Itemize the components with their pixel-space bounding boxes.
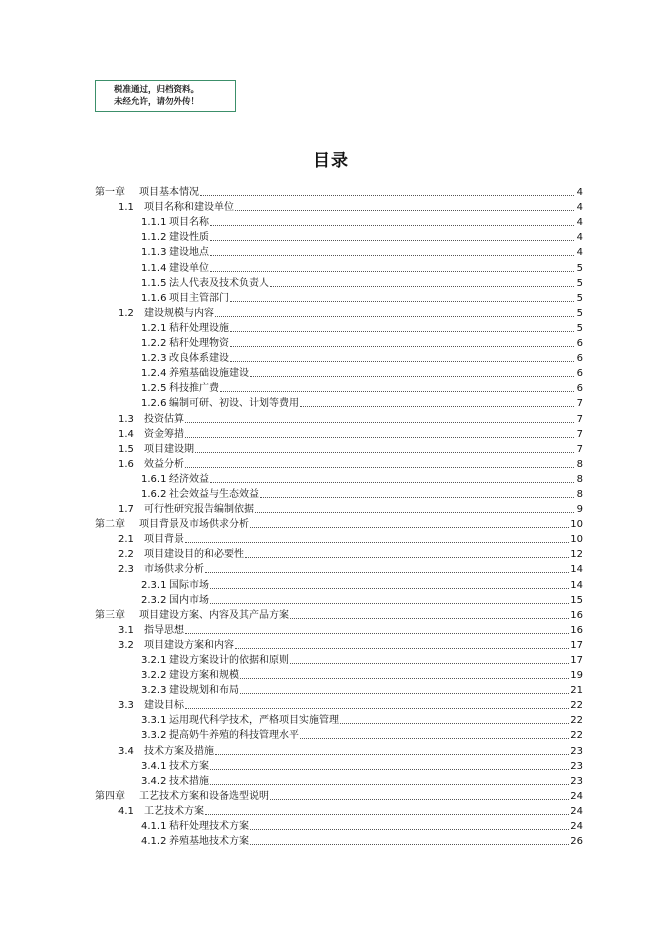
toc-dot-leader	[210, 270, 574, 272]
toc-entry-number: 3.2.3	[141, 685, 167, 697]
toc-dot-leader	[210, 602, 569, 604]
toc-dot-leader	[230, 300, 574, 302]
toc-dot-leader	[240, 692, 569, 694]
toc-entry[interactable]	[95, 229, 583, 244]
toc-entry-page: 8	[576, 473, 583, 485]
toc-entry-number: 3.3.2	[141, 730, 167, 742]
toc-entry[interactable]	[95, 350, 583, 365]
toc-entry-label: 秸秆处理设施	[169, 322, 229, 334]
toc-entry-label: 项目建设目的和必要性	[144, 549, 244, 561]
toc-entry[interactable]	[95, 788, 583, 803]
toc-entry-number: 1.4	[118, 428, 134, 440]
toc-entry[interactable]	[95, 697, 583, 712]
notice-line-1: 税准通过，归档资料。	[114, 85, 200, 95]
toc-entry-number: 2.3.2	[141, 594, 167, 606]
toc-entry[interactable]	[95, 818, 583, 833]
toc-entry-number: 第一章	[95, 187, 125, 199]
toc-entry-number: 3.2.2	[141, 670, 167, 682]
toc-entry-label: 建设性质	[169, 232, 209, 244]
toc-entry[interactable]	[95, 622, 583, 637]
toc-entry-page: 15	[570, 594, 583, 606]
toc-entry[interactable]	[95, 305, 583, 320]
toc-entry-number: 1.1.4	[141, 262, 167, 274]
toc-entry-number: 1.5	[118, 443, 134, 455]
toc-entry-label: 指导思想	[144, 624, 184, 636]
toc-entry-label: 社会效益与生态效益	[169, 488, 259, 500]
toc-dot-leader	[245, 556, 569, 558]
toc-entry[interactable]	[95, 652, 583, 667]
toc-entry-number: 3.3.1	[141, 715, 167, 727]
toc-entry-label: 建设规模与内容	[144, 307, 214, 319]
toc-entry-page: 4	[576, 187, 583, 199]
toc-entry-number: 2.2	[118, 549, 134, 561]
toc-entry-page: 22	[570, 715, 583, 727]
toc-entry-page: 6	[576, 353, 583, 365]
toc-dot-leader	[210, 239, 574, 241]
toc-dot-leader	[210, 783, 569, 785]
toc-entry-page: 24	[570, 821, 583, 833]
toc-entry[interactable]	[95, 486, 583, 501]
toc-entry-number: 1.2.6	[141, 398, 167, 410]
toc-entry-number: 2.3	[118, 564, 134, 576]
toc-dot-leader	[185, 632, 569, 634]
toc-entry[interactable]	[95, 561, 583, 576]
toc-entry-number: 1.6.2	[141, 488, 167, 500]
toc-entry-page: 4	[576, 202, 583, 214]
toc-entry-label: 效益分析	[144, 458, 184, 470]
toc-dot-leader	[235, 209, 574, 211]
toc-dot-leader	[185, 541, 569, 543]
toc-entry-page: 4	[576, 247, 583, 259]
toc-entry-number: 1.6	[118, 458, 134, 470]
toc-dot-leader	[185, 421, 574, 423]
toc-dot-leader	[215, 315, 574, 317]
toc-dot-leader	[205, 813, 569, 815]
toc-dot-leader	[250, 375, 574, 377]
toc-entry-number: 1.1.3	[141, 247, 167, 259]
toc-entry-label: 经济效益	[169, 473, 209, 485]
toc-entry[interactable]	[95, 199, 583, 214]
toc-entry-label: 项目建设方案和内容	[144, 639, 234, 651]
toc-entry-page: 7	[576, 443, 583, 455]
toc-entry-label: 工艺技术方案	[144, 805, 204, 817]
toc-dot-leader	[215, 753, 569, 755]
toc-entry-number: 4.1.2	[141, 836, 167, 848]
toc-dot-leader	[210, 481, 574, 483]
toc-dot-leader	[185, 436, 574, 438]
toc-dot-leader	[290, 662, 569, 664]
toc-dot-leader	[240, 677, 569, 679]
toc-entry[interactable]	[95, 410, 583, 425]
toc-entry-label: 提高奶牛养殖的科技管理水平	[169, 730, 299, 742]
toc-dot-leader	[250, 828, 569, 830]
toc-entry-label: 科技推广费	[169, 383, 219, 395]
toc-entry[interactable]	[95, 335, 583, 350]
toc-entry-label: 建设方案设计的依据和原则	[169, 655, 289, 666]
toc-entry-page: 6	[576, 368, 583, 380]
toc-entry[interactable]	[95, 214, 583, 229]
toc-entry-number: 4.1	[118, 805, 134, 817]
toc-entry-label: 国际市场	[169, 579, 209, 591]
toc-entry-number: 3.4.2	[141, 775, 167, 787]
toc-entry-page: 19	[570, 670, 583, 682]
toc-entry-label: 项目基本情况	[139, 187, 199, 199]
toc-entry-number: 1.1.6	[141, 292, 167, 304]
toc-entry-page: 5	[576, 307, 583, 319]
toc-entry-page: 5	[576, 322, 583, 334]
toc-entry[interactable]	[95, 471, 583, 486]
toc-entry[interactable]	[95, 259, 583, 274]
toc-entry[interactable]	[95, 395, 583, 410]
toc-entry[interactable]	[95, 727, 583, 742]
toc-entry-page: 23	[570, 745, 583, 757]
toc-entry-number: 3.4	[118, 745, 134, 757]
toc-dot-leader	[270, 285, 574, 287]
toc-entry-page: 21	[570, 685, 583, 697]
toc-entry[interactable]	[95, 712, 583, 727]
toc-dot-leader	[250, 526, 569, 528]
toc-entry-number: 1.2.5	[141, 383, 167, 395]
toc-dot-leader	[210, 224, 574, 226]
toc-dot-leader	[185, 707, 569, 709]
toc-entry-page: 14	[570, 579, 583, 591]
toc-entry-label: 养殖基地技术方案	[169, 836, 249, 848]
toc-entry-label: 项目主管部门	[169, 292, 229, 304]
notice-line-2: 未经允许，请勿外传！	[114, 97, 200, 107]
toc-entry-label: 投资估算	[144, 413, 184, 425]
toc-entry-label: 国内市场	[169, 594, 209, 606]
toc-dot-leader	[185, 466, 574, 468]
toc-entry-page: 24	[570, 805, 583, 817]
toc-entry-page: 8	[576, 488, 583, 500]
toc-entry-page: 17	[570, 639, 583, 651]
toc-entry-page: 9	[576, 504, 583, 516]
toc-entry-number: 3.1	[118, 624, 134, 636]
toc-entry-number: 1.1.5	[141, 277, 167, 289]
toc-entry-page: 8	[576, 458, 583, 470]
toc-entry[interactable]	[95, 244, 583, 259]
toc-entry-number: 1.1.1	[141, 217, 167, 229]
toc-entry-label: 可行性研究报告编制依据	[144, 504, 254, 516]
toc-entry[interactable]	[95, 773, 583, 788]
toc-entry-label: 技术方案及措施	[144, 745, 214, 757]
toc-entry-number: 1.1.2	[141, 232, 167, 244]
toc-entry[interactable]	[95, 275, 583, 290]
toc-entry-label: 工艺技术方案和设备选型说明	[139, 790, 269, 802]
toc-entry-label: 项目名称	[169, 217, 209, 229]
toc-entry[interactable]	[95, 501, 583, 516]
toc-entry-label: 秸秆处理物资	[169, 338, 229, 350]
toc-entry-number: 2.3.1	[141, 579, 167, 591]
toc-entry-number: 1.2.4	[141, 368, 167, 380]
toc-entry[interactable]	[95, 290, 583, 305]
toc-entry[interactable]	[95, 758, 583, 773]
toc-entry-number: 3.2.1	[141, 655, 167, 666]
toc-entry[interactable]	[95, 546, 583, 561]
toc-entry-label: 改良体系建设	[169, 353, 229, 365]
toc-entry-page: 14	[570, 564, 583, 576]
toc-entry-page: 10	[570, 519, 583, 531]
toc-entry[interactable]	[95, 426, 583, 441]
toc-entry[interactable]	[95, 365, 583, 380]
toc-dot-leader	[230, 345, 574, 347]
toc-entry-number: 1.1	[118, 202, 134, 214]
toc-entry-label: 建设规划和布局	[169, 685, 239, 697]
toc-entry-page: 17	[570, 655, 583, 666]
toc-entry-label: 市场供求分析	[144, 564, 204, 576]
toc-dot-leader	[235, 647, 569, 649]
toc-entry-page: 4	[576, 217, 583, 229]
toc-entry-page: 6	[576, 338, 583, 350]
toc-entry[interactable]	[95, 516, 583, 531]
toc-entry-number: 1.2.3	[141, 353, 167, 365]
toc-entry-page: 26	[570, 836, 583, 848]
toc-dot-leader	[195, 451, 574, 453]
toc-entry-page: 23	[570, 760, 583, 772]
toc-entry-label: 技术方案	[169, 760, 209, 772]
table-of-contents	[95, 184, 583, 848]
toc-entry-label: 建设方案和规模	[169, 670, 239, 682]
toc-dot-leader	[230, 360, 574, 362]
toc-entry-number: 第三章	[95, 609, 125, 621]
toc-dot-leader	[270, 798, 569, 800]
toc-dot-leader	[250, 843, 569, 845]
toc-entry-label: 项目建设方案、内容及其产品方案	[139, 609, 289, 621]
toc-entry-label: 项目名称和建设单位	[144, 202, 234, 214]
toc-entry-page: 5	[576, 292, 583, 304]
toc-entry-number: 第四章	[95, 790, 125, 802]
toc-entry-label: 技术措施	[169, 775, 209, 787]
toc-entry-page: 22	[570, 730, 583, 742]
toc-entry[interactable]	[95, 576, 583, 591]
toc-dot-leader	[300, 737, 569, 739]
toc-dot-leader	[255, 511, 574, 513]
toc-dot-leader	[300, 405, 574, 407]
toc-entry[interactable]	[95, 742, 583, 757]
toc-entry-number: 1.6.1	[141, 473, 167, 485]
toc-entry[interactable]	[95, 320, 583, 335]
toc-dot-leader	[290, 617, 569, 619]
toc-entry-number: 1.7	[118, 504, 134, 516]
toc-entry-label: 养殖基础设施建设	[169, 368, 249, 380]
toc-entry-page: 24	[570, 790, 583, 802]
toc-entry-page: 7	[576, 398, 583, 410]
toc-entry-page: 12	[570, 549, 583, 561]
toc-entry-label: 建设单位	[169, 262, 209, 274]
toc-dot-leader	[205, 571, 569, 573]
toc-entry-label: 秸秆处理技术方案	[169, 821, 249, 833]
notice-stamp	[95, 80, 236, 112]
toc-entry-page: 6	[576, 383, 583, 395]
toc-entry-page: 5	[576, 277, 583, 289]
toc-entry-page: 7	[576, 413, 583, 425]
toc-dot-leader	[230, 330, 574, 332]
toc-entry-number: 1.2	[118, 307, 134, 319]
toc-entry-number: 3.2	[118, 639, 134, 651]
toc-entry-number: 1.2.1	[141, 322, 167, 334]
toc-entry[interactable]	[95, 607, 583, 622]
toc-entry[interactable]	[95, 682, 583, 697]
toc-entry[interactable]	[95, 380, 583, 395]
toc-entry-label: 建设目标	[144, 700, 184, 712]
toc-entry-number: 4.1.1	[141, 821, 167, 833]
toc-entry-number: 2.1	[118, 534, 134, 546]
toc-entry[interactable]	[95, 803, 583, 818]
toc-entry-page: 16	[570, 624, 583, 636]
toc-entry[interactable]	[95, 667, 583, 682]
toc-entry-page: 10	[570, 534, 583, 546]
toc-entry-label: 项目背景	[144, 534, 184, 546]
toc-entry-label: 资金筹措	[144, 428, 184, 440]
toc-entry[interactable]	[95, 592, 583, 607]
toc-entry[interactable]	[95, 833, 583, 848]
toc-entry-page: 22	[570, 700, 583, 712]
toc-dot-leader	[340, 722, 569, 724]
toc-entry-number: 1.3	[118, 413, 134, 425]
toc-entry-page: 4	[576, 232, 583, 244]
toc-entry-number: 3.4.1	[141, 760, 167, 772]
toc-entry-page: 5	[576, 262, 583, 274]
toc-entry-page: 7	[576, 428, 583, 440]
toc-entry-page: 23	[570, 775, 583, 787]
toc-entry-label: 项目建设期	[144, 443, 194, 455]
toc-entry-label: 法人代表及技术负责人	[169, 277, 269, 289]
toc-entry-number: 1.2.2	[141, 338, 167, 350]
toc-dot-leader	[210, 768, 569, 770]
toc-dot-leader	[210, 254, 574, 256]
page-title: 目录	[313, 151, 349, 171]
toc-entry[interactable]	[95, 441, 583, 456]
toc-entry-number: 第二章	[95, 519, 125, 531]
toc-dot-leader	[260, 496, 574, 498]
toc-entry[interactable]	[95, 531, 583, 546]
toc-entry[interactable]	[95, 456, 583, 471]
toc-entry-label: 运用现代科学技术，严格项目实施管理	[169, 715, 339, 727]
toc-entry-page: 16	[570, 609, 583, 621]
toc-entry-label: 项目背景及市场供求分析	[139, 519, 249, 531]
toc-dot-leader	[200, 194, 574, 196]
toc-dot-leader	[210, 587, 569, 589]
toc-entry-label: 建设地点	[169, 247, 209, 259]
toc-entry[interactable]	[95, 184, 583, 199]
toc-dot-leader	[220, 390, 574, 392]
toc-entry-label: 编制可研、初设、计划等费用	[169, 398, 299, 410]
toc-entry-number: 3.3	[118, 700, 134, 712]
toc-entry[interactable]	[95, 637, 583, 652]
